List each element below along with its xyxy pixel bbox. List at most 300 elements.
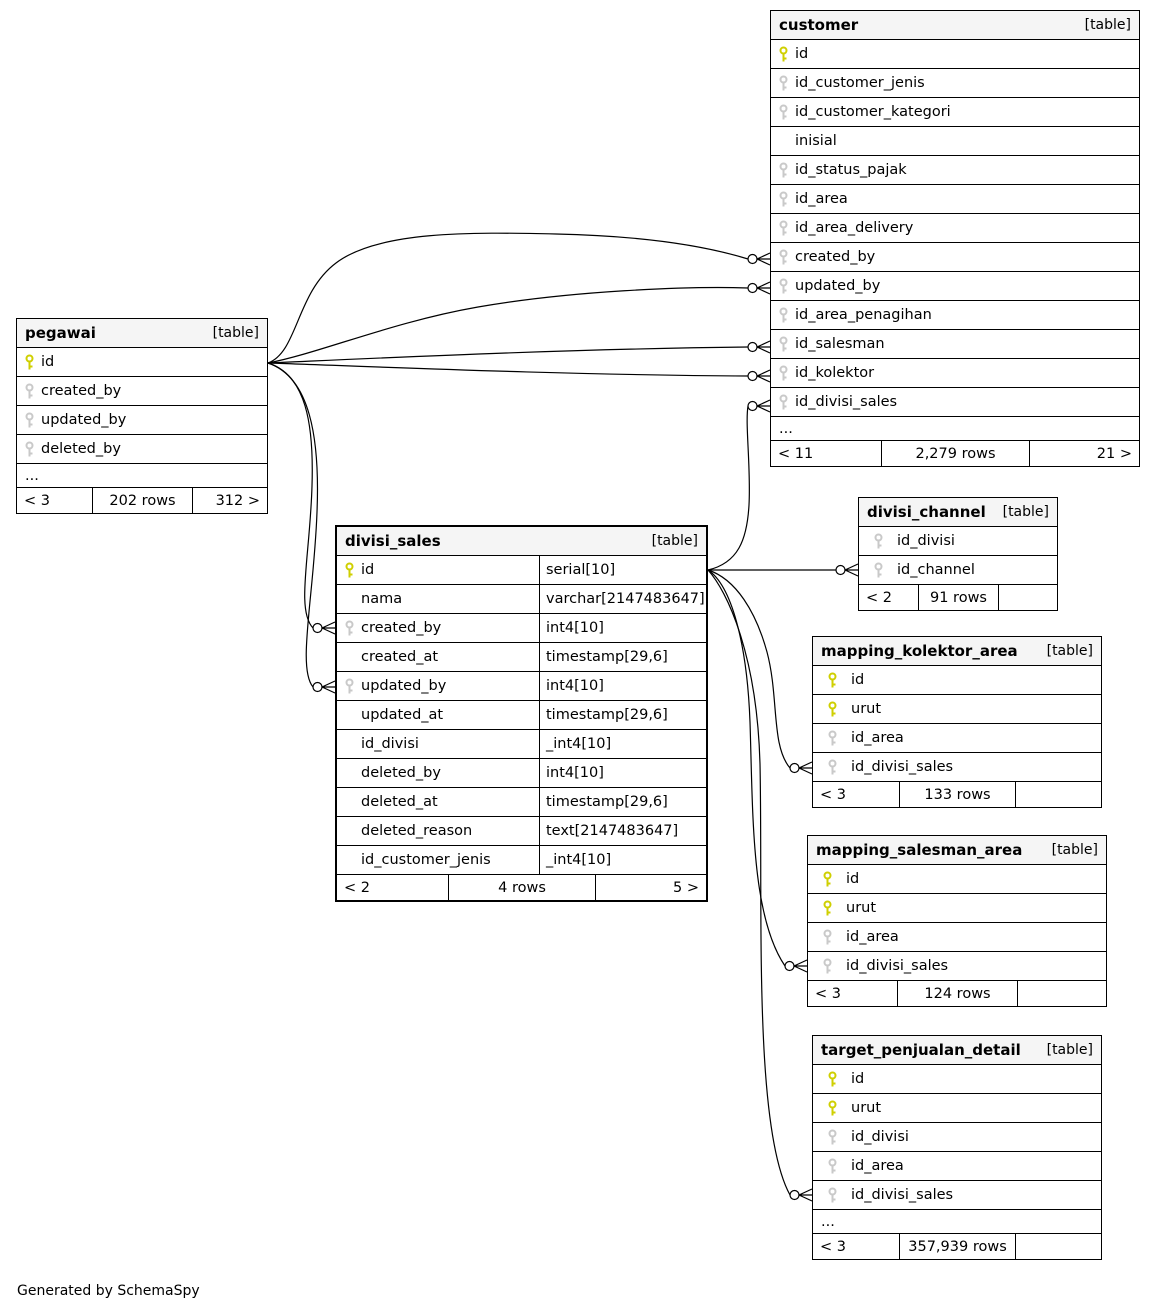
- table-footer: [813, 1234, 1101, 1259]
- crowfoot-icon: [757, 253, 770, 265]
- column-row-created_by: [771, 243, 1139, 272]
- column-name: nama: [361, 591, 403, 607]
- zero-or-more-dot-icon: [748, 343, 757, 352]
- table-type-tag: [table]: [1051, 842, 1098, 858]
- column-name: id_salesman: [795, 336, 885, 352]
- foreign-key-icon: [778, 365, 789, 382]
- column-name-cell: [337, 585, 540, 613]
- footer-children-count: < 3: [820, 786, 846, 803]
- column-name-cell: [337, 672, 540, 700]
- column-name-cell: [337, 788, 540, 816]
- column-name: inisial: [795, 133, 837, 149]
- footer-parents-count: 312 >: [192, 488, 267, 513]
- zero-or-more-dot-icon: [790, 764, 799, 773]
- column-name: updated_by: [41, 412, 127, 428]
- column-name-cell: [808, 952, 948, 980]
- column-name: deleted_reason: [361, 823, 473, 839]
- column-row-urut: [813, 695, 1101, 724]
- table-title-divisi_sales[interactable]: divisi_sales: [345, 532, 441, 550]
- zero-or-more-dot-icon: [313, 624, 322, 633]
- footer-row-count: 133 rows: [899, 782, 1014, 807]
- crowfoot-icon: [845, 564, 858, 576]
- foreign-key-icon: [827, 759, 838, 776]
- column-name: id_customer_kategori: [795, 104, 951, 120]
- column-name-cell: [813, 1094, 881, 1122]
- footer-parents-count: 5 >: [595, 875, 706, 900]
- column-name: id_divisi: [851, 1129, 909, 1145]
- column-type: _int4[10]: [546, 736, 612, 752]
- column-name-cell: [337, 643, 540, 671]
- table-footer: [17, 488, 267, 513]
- foreign-key-icon: [778, 278, 789, 295]
- key-icon-cell: [17, 383, 41, 400]
- key-icon-cell: [813, 1100, 851, 1117]
- column-row-updated_by: [337, 672, 706, 701]
- foreign-key-icon: [827, 1158, 838, 1175]
- column-name-cell: [17, 377, 121, 405]
- footer-parents-count: [998, 585, 1057, 610]
- key-icon-cell: [808, 958, 846, 975]
- column-row-id_divisi_sales: [813, 753, 1101, 782]
- column-type: int4[10]: [546, 620, 604, 636]
- column-name: id: [361, 562, 375, 578]
- key-icon-cell: [813, 1129, 851, 1146]
- key-icon-cell: [17, 441, 41, 458]
- column-name-cell: [771, 69, 925, 97]
- column-name-cell: [808, 894, 876, 922]
- column-name-cell: [337, 614, 540, 642]
- column-row-id_channel: [859, 556, 1057, 585]
- primary-key-icon: [822, 871, 833, 888]
- primary-key-icon: [822, 900, 833, 917]
- column-row-id: [813, 1065, 1101, 1094]
- column-type: serial[10]: [546, 562, 616, 578]
- foreign-key-icon: [24, 412, 35, 429]
- table-customer: [770, 10, 1140, 467]
- key-icon-cell: [771, 220, 795, 237]
- column-type: text[2147483647]: [546, 823, 679, 839]
- column-name-cell: [813, 753, 953, 781]
- zero-or-more-dot-icon: [836, 566, 845, 575]
- crowfoot-icon: [757, 370, 770, 382]
- primary-key-icon: [24, 354, 35, 371]
- table-footer: [771, 441, 1139, 466]
- footer-children-count: < 3: [24, 492, 50, 509]
- column-name-cell: [813, 695, 881, 723]
- zero-or-more-dot-icon: [748, 402, 757, 411]
- key-icon-cell: [771, 191, 795, 208]
- primary-key-icon: [827, 701, 838, 718]
- table-title-mapping_salesman_area[interactable]: mapping_salesman_area: [816, 841, 1023, 859]
- key-icon-cell: [808, 871, 846, 888]
- column-name-cell: [337, 846, 540, 874]
- table-target_penjualan_detail: [812, 1035, 1102, 1260]
- footer-row-count: 2,279 rows: [881, 441, 1028, 466]
- column-type: timestamp[29,6]: [546, 794, 668, 810]
- zero-or-more-dot-icon: [748, 372, 757, 381]
- table-footer: [337, 875, 706, 900]
- crowfoot-icon: [794, 960, 807, 972]
- foreign-key-icon: [344, 678, 355, 695]
- column-row-id_area: [808, 923, 1106, 952]
- column-name: updated_by: [361, 678, 447, 694]
- column-name: id_area_delivery: [795, 220, 914, 236]
- column-name-cell: [808, 865, 859, 893]
- foreign-key-icon: [827, 730, 838, 747]
- footer-parents-count: 21 >: [1029, 441, 1139, 466]
- key-icon-cell: [771, 307, 795, 324]
- column-row-id_salesman: [771, 330, 1139, 359]
- column-row-deleted_reason: [337, 817, 706, 846]
- column-name: id_area: [851, 1158, 904, 1174]
- table-type-tag: [table]: [651, 533, 698, 549]
- crowfoot-icon: [322, 622, 335, 634]
- column-name-cell: [771, 214, 913, 242]
- column-row-id_area_penagihan: [771, 301, 1139, 330]
- column-name: urut: [846, 900, 877, 916]
- foreign-key-icon: [778, 162, 789, 179]
- key-icon-cell: [337, 562, 361, 579]
- column-row-id: [771, 40, 1139, 69]
- footer-row-count: 202 rows: [92, 488, 192, 513]
- primary-key-icon: [344, 562, 355, 579]
- table-header: [337, 527, 706, 556]
- key-icon-cell: [771, 75, 795, 92]
- column-row-id_divisi_sales: [813, 1181, 1101, 1210]
- column-name-cell: [813, 666, 864, 694]
- column-name-cell: [771, 330, 885, 358]
- column-row-id_customer_kategori: [771, 98, 1139, 127]
- table-footer: [808, 981, 1106, 1006]
- column-name-cell: [813, 1123, 909, 1151]
- column-type: int4[10]: [546, 678, 604, 694]
- column-type: timestamp[29,6]: [546, 649, 668, 665]
- more-columns-indicator: ...: [813, 1210, 1101, 1234]
- foreign-key-icon: [24, 441, 35, 458]
- column-name: id_area: [795, 191, 848, 207]
- column-name-cell: [771, 185, 848, 213]
- column-row-id_divisi_sales: [771, 388, 1139, 417]
- column-name: id_divisi_sales: [851, 1187, 954, 1203]
- column-row-id_divisi_sales: [808, 952, 1106, 981]
- more-columns-indicator: ...: [17, 464, 267, 488]
- column-name: id_channel: [897, 562, 975, 578]
- foreign-key-icon: [778, 249, 789, 266]
- column-row-nama: [337, 585, 706, 614]
- table-title-pegawai[interactable]: pegawai: [25, 324, 96, 342]
- key-icon-cell: [771, 365, 795, 382]
- crowfoot-icon: [322, 681, 335, 693]
- column-name-cell: [337, 817, 540, 845]
- column-row-created_at: [337, 643, 706, 672]
- column-name: deleted_by: [361, 765, 441, 781]
- column-name-cell: [771, 156, 907, 184]
- table-type-tag: [table]: [1084, 17, 1131, 33]
- foreign-key-icon: [827, 1187, 838, 1204]
- column-type: varchar[2147483647]: [546, 591, 705, 607]
- table-footer: [859, 585, 1057, 610]
- edge-pegawai-id-customer-updated_by: [268, 282, 770, 363]
- column-row-id_area_delivery: [771, 214, 1139, 243]
- footer-children-count: < 11: [778, 445, 814, 462]
- key-icon-cell: [813, 1158, 851, 1175]
- column-name-cell: [808, 923, 899, 951]
- key-icon-cell: [771, 336, 795, 353]
- key-icon-cell: [859, 533, 897, 550]
- column-row-inisial: [771, 127, 1139, 156]
- primary-key-icon: [827, 1100, 838, 1117]
- column-name: updated_at: [361, 707, 444, 723]
- table-title-target_penjualan_detail[interactable]: target_penjualan_detail: [821, 1041, 1021, 1059]
- column-name-cell: [771, 127, 837, 155]
- edge-divisi_sales-id-mapping_salesman_area: [708, 570, 807, 972]
- column-type: _int4[10]: [546, 852, 612, 868]
- table-title-mapping_kolektor_area[interactable]: mapping_kolektor_area: [821, 642, 1018, 660]
- footer-row-count: 91 rows: [918, 585, 997, 610]
- table-title-customer[interactable]: customer: [779, 16, 859, 34]
- column-name-cell: [859, 556, 975, 584]
- table-header: [808, 836, 1106, 865]
- column-name: created_by: [795, 249, 876, 265]
- column-name: created_at: [361, 649, 439, 665]
- column-row-urut: [808, 894, 1106, 923]
- zero-or-more-dot-icon: [790, 1191, 799, 1200]
- column-name-cell: [17, 435, 121, 463]
- key-icon-cell: [771, 278, 795, 295]
- column-type: int4[10]: [546, 765, 604, 781]
- key-icon-cell: [813, 701, 851, 718]
- column-name-cell: [813, 1181, 953, 1209]
- footer-children-count: < 3: [815, 985, 841, 1002]
- foreign-key-icon: [778, 191, 789, 208]
- column-name-cell: [771, 40, 808, 68]
- column-name: id_customer_jenis: [795, 75, 925, 91]
- column-name: id_area: [846, 929, 899, 945]
- column-name: id_customer_jenis: [361, 852, 491, 868]
- column-name: id: [846, 871, 860, 887]
- column-row-id_divisi: [813, 1123, 1101, 1152]
- column-name: id_divisi_sales: [795, 394, 898, 410]
- column-row-id: [17, 348, 267, 377]
- table-mapping_kolektor_area: [812, 636, 1102, 808]
- key-icon-cell: [771, 104, 795, 121]
- primary-key-icon: [827, 1071, 838, 1088]
- table-type-tag: [table]: [212, 325, 259, 341]
- footer-row-count: 357,939 rows: [899, 1234, 1014, 1259]
- table-type-tag: [table]: [1002, 504, 1049, 520]
- table-type-tag: [table]: [1046, 643, 1093, 659]
- column-name-cell: [813, 1152, 904, 1180]
- crowfoot-icon: [799, 762, 812, 774]
- foreign-key-icon: [778, 75, 789, 92]
- table-mapping_salesman_area: [807, 835, 1107, 1007]
- key-icon-cell: [771, 249, 795, 266]
- column-name: id_area: [851, 730, 904, 746]
- column-type: timestamp[29,6]: [546, 707, 668, 723]
- column-name: id_divisi_sales: [851, 759, 954, 775]
- column-name-cell: [859, 527, 955, 555]
- key-icon-cell: [771, 394, 795, 411]
- key-icon-cell: [337, 620, 361, 637]
- footer-parents-count: [1017, 981, 1106, 1006]
- column-name: id: [851, 1071, 865, 1087]
- column-row-id_area: [813, 1152, 1101, 1181]
- table-header: [859, 498, 1057, 527]
- column-name-cell: [771, 98, 951, 126]
- key-icon-cell: [813, 759, 851, 776]
- column-row-updated_by: [17, 406, 267, 435]
- footer-row-count: 4 rows: [448, 875, 596, 900]
- column-name: id: [795, 46, 809, 62]
- column-name-cell: [771, 272, 880, 300]
- edge-divisi_sales-id-target_penjualan_detail: [708, 570, 812, 1201]
- key-icon-cell: [17, 354, 41, 371]
- column-row-updated_at: [337, 701, 706, 730]
- crowfoot-icon: [757, 341, 770, 353]
- column-row-deleted_by: [337, 759, 706, 788]
- column-row-updated_by: [771, 272, 1139, 301]
- column-row-deleted_by: [17, 435, 267, 464]
- column-row-deleted_at: [337, 788, 706, 817]
- column-row-id_customer_jenis: [337, 846, 706, 875]
- key-icon-cell: [813, 672, 851, 689]
- column-name: id: [41, 354, 55, 370]
- zero-or-more-dot-icon: [748, 255, 757, 264]
- column-row-id_status_pajak: [771, 156, 1139, 185]
- table-header: [813, 637, 1101, 666]
- column-name-cell: [17, 406, 126, 434]
- key-icon-cell: [337, 678, 361, 695]
- foreign-key-icon: [822, 929, 833, 946]
- table-header: [771, 11, 1139, 40]
- primary-key-icon: [827, 672, 838, 689]
- key-icon-cell: [808, 900, 846, 917]
- edge-pegawai-id-customer-id_salesman: [268, 341, 770, 363]
- key-icon-cell: [859, 562, 897, 579]
- foreign-key-icon: [873, 533, 884, 550]
- primary-key-icon: [778, 46, 789, 63]
- foreign-key-icon: [344, 620, 355, 637]
- key-icon-cell: [771, 46, 795, 63]
- foreign-key-icon: [778, 307, 789, 324]
- key-icon-cell: [813, 1071, 851, 1088]
- column-name: id_divisi_sales: [846, 958, 949, 974]
- foreign-key-icon: [778, 220, 789, 237]
- foreign-key-icon: [827, 1129, 838, 1146]
- crowfoot-icon: [757, 400, 770, 412]
- key-icon-cell: [813, 1187, 851, 1204]
- table-header: [17, 319, 267, 348]
- table-header: [813, 1036, 1101, 1065]
- foreign-key-icon: [778, 104, 789, 121]
- column-name: id_divisi: [361, 736, 419, 752]
- zero-or-more-dot-icon: [748, 284, 757, 293]
- foreign-key-icon: [778, 336, 789, 353]
- footer-children-count: < 2: [866, 589, 892, 606]
- column-name: created_by: [361, 620, 442, 636]
- key-icon-cell: [17, 412, 41, 429]
- column-row-id: [808, 865, 1106, 894]
- column-name: id_divisi: [897, 533, 955, 549]
- zero-or-more-dot-icon: [313, 683, 322, 692]
- column-name-cell: [813, 724, 904, 752]
- key-icon-cell: [813, 730, 851, 747]
- column-row-created_by: [17, 377, 267, 406]
- column-name: deleted_at: [361, 794, 438, 810]
- edge-pegawai-id-customer-created_by: [268, 233, 770, 363]
- key-icon-cell: [771, 162, 795, 179]
- column-name-cell: [771, 388, 897, 416]
- column-name-cell: [17, 348, 54, 376]
- column-name: id_kolektor: [795, 365, 875, 381]
- foreign-key-icon: [778, 394, 789, 411]
- column-row-id_area: [813, 724, 1101, 753]
- column-name: created_by: [41, 383, 122, 399]
- column-row-id_divisi: [859, 527, 1057, 556]
- column-name: id_area_penagihan: [795, 307, 932, 323]
- foreign-key-icon: [822, 958, 833, 975]
- foreign-key-icon: [873, 562, 884, 579]
- crowfoot-icon: [757, 282, 770, 294]
- footer-parents-count: [1015, 1234, 1101, 1259]
- footer-row-count: 124 rows: [897, 981, 1016, 1006]
- edge-divisi_sales-id-customer-id_divisi_sales: [708, 400, 770, 570]
- column-name: urut: [851, 701, 882, 717]
- column-row-created_by: [337, 614, 706, 643]
- column-name: id: [851, 672, 865, 688]
- column-name-cell: [771, 243, 875, 271]
- column-row-id_kolektor: [771, 359, 1139, 388]
- column-name: id_status_pajak: [795, 162, 907, 178]
- table-divisi_sales: [335, 525, 708, 902]
- key-icon-cell: [808, 929, 846, 946]
- footer-parents-count: [1015, 782, 1101, 807]
- footer-children-count: < 2: [344, 879, 370, 896]
- column-name-cell: [337, 701, 540, 729]
- foreign-key-icon: [24, 383, 35, 400]
- column-row-id_divisi: [337, 730, 706, 759]
- column-row-id: [813, 666, 1101, 695]
- zero-or-more-dot-icon: [785, 962, 794, 971]
- column-row-id_customer_jenis: [771, 69, 1139, 98]
- table-title-divisi_channel[interactable]: divisi_channel: [867, 503, 986, 521]
- column-row-id: [337, 556, 706, 585]
- more-columns-indicator: ...: [771, 417, 1139, 441]
- column-name-cell: [771, 301, 932, 329]
- column-name-cell: [337, 556, 540, 584]
- column-name-cell: [813, 1065, 864, 1093]
- edge-divisi_sales-id-mapping_kolektor_area: [708, 570, 812, 774]
- column-row-urut: [813, 1094, 1101, 1123]
- table-footer: [813, 782, 1101, 807]
- column-name: deleted_by: [41, 441, 121, 457]
- column-row-id_area: [771, 185, 1139, 214]
- column-name-cell: [337, 730, 540, 758]
- column-name-cell: [337, 759, 540, 787]
- column-name: urut: [851, 1100, 882, 1116]
- footer-children-count: < 3: [820, 1238, 846, 1255]
- table-type-tag: [table]: [1046, 1042, 1093, 1058]
- edge-pegawai-id-customer-id_kolektor: [268, 363, 770, 382]
- edge-pegawai-id-divisi_sales-updated_by: [268, 363, 335, 693]
- crowfoot-icon: [799, 1189, 812, 1201]
- edge-pegawai-id-divisi_sales-created_by: [268, 363, 335, 634]
- table-divisi_channel: [858, 497, 1058, 611]
- edge-divisi_sales-id-divisi_channel: [708, 564, 858, 576]
- table-pegawai: [16, 318, 268, 514]
- column-name: updated_by: [795, 278, 881, 294]
- generator-note: Generated by SchemaSpy: [17, 1283, 200, 1299]
